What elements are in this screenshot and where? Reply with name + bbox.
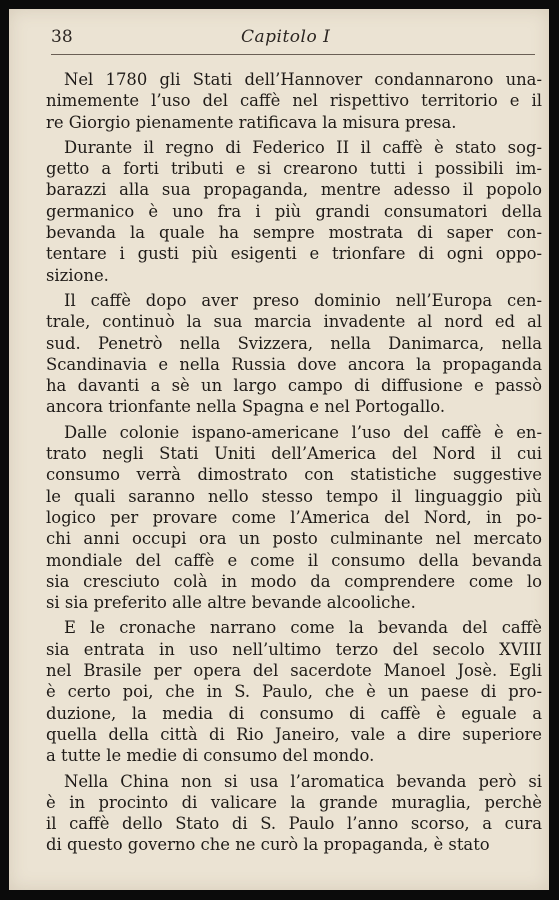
- text-line: logico per provare come l’America del Nord, in po-: [46, 507, 542, 527]
- header-rule: [51, 54, 535, 55]
- paragraph: [46, 422, 542, 614]
- text-line: Nella China non si usa l’aromatica bevanda però si: [64, 771, 542, 791]
- paragraph: [46, 290, 542, 418]
- paragraph: [46, 771, 542, 856]
- text-line: le quali saranno nello stesso tempo il linguaggio più: [46, 486, 542, 506]
- text-line: duzione, la media di consumo di caffè è eguale a: [46, 703, 542, 723]
- chapter-title: Capitolo I: [241, 27, 331, 47]
- text-line: consumo verrà dimostrato con statistiche suggestive: [46, 465, 542, 485]
- text-line: chi anni occupi ora un posto culminante nel mercato: [46, 529, 542, 549]
- text-line: Dalle colonie ispano-americane l’uso del caffè è en-: [64, 422, 542, 442]
- text-line: Nel 1780 gli Stati dell’Hannover condannarono una-: [64, 70, 542, 89]
- text-line: trale, continuò la sua marcia invadente al nord ed al: [46, 312, 542, 332]
- text-line: è certo poi, che in S. Paulo, che è un paese di pro-: [46, 682, 542, 702]
- text-line: quella della città di Rio Janeiro, vale a dire superiore: [46, 724, 542, 744]
- text-line: germanico è uno fra i più grandi consumatori della: [46, 201, 542, 221]
- text-line: sizione.: [46, 265, 109, 285]
- text-line: E le cronache narrano come la bevanda del caffè: [64, 618, 542, 638]
- text-line: il caffè dello Stato di S. Paulo l’anno scorso, a cura: [46, 814, 542, 834]
- text-line: Durante il regno di Federico II il caffè è stato sog-: [64, 137, 542, 157]
- text-line: ha davanti a sè un largo campo di diffusione e passò: [46, 376, 542, 396]
- text-line: getto a forti tributi e si crearono tutti i possibili im-: [46, 159, 542, 179]
- text-line: di questo governo che ne curò la propaganda, è stato: [46, 835, 490, 855]
- text-line: si sia preferito alle altre bevande alcooliche.: [46, 593, 416, 613]
- text-line: bevanda la quale ha sempre mostrata di saper con-: [46, 223, 542, 243]
- text-line: Il caffè dopo aver preso dominio nell’Europa cen-: [64, 290, 542, 310]
- text-line: Scandinavia e nella Russia dove ancora la propaganda: [46, 354, 542, 374]
- text-line: trato negli Stati Uniti dell’America del Nord il cui: [46, 444, 542, 464]
- text-line: sud. Penetrò nella Svizzera, nella Danimarca, nella: [46, 333, 542, 353]
- text-line: sia cresciuto colà in modo da comprendere come lo: [46, 571, 542, 591]
- book-page: [9, 9, 549, 890]
- text-line: è in procinto di valicare la grande muraglia, perchè: [46, 792, 542, 812]
- text-line: mondiale del caffè e come il consumo della bevanda: [46, 550, 542, 570]
- paragraph: [46, 617, 542, 766]
- paragraph: [46, 69, 542, 133]
- text-line: nimemente l’uso del caffè nel rispettivo territorio e il: [46, 91, 542, 111]
- page-number: 38: [51, 27, 73, 47]
- text-line: barazzi alla sua propaganda, mentre adesso il popolo: [46, 180, 542, 200]
- text-line: tentare i gusti più esigenti e trionfare di ogni oppo-: [46, 244, 542, 264]
- text-line: nel Brasile per opera del sacerdote Manoel Josè. Egli: [46, 661, 542, 681]
- paragraph: [46, 137, 542, 286]
- text-line: re Giorgio pienamente ratificava la misura presa.: [46, 112, 457, 132]
- text-line: sia entrata in uso nell’ultimo terzo del secolo XVIII: [46, 639, 542, 659]
- text-line: ancora trionfante nella Spagna e nel Portogallo.: [46, 397, 446, 417]
- text-line: a tutte le medie di consumo del mondo.: [46, 746, 375, 766]
- running-head: [51, 23, 535, 51]
- body-text: [46, 69, 542, 856]
